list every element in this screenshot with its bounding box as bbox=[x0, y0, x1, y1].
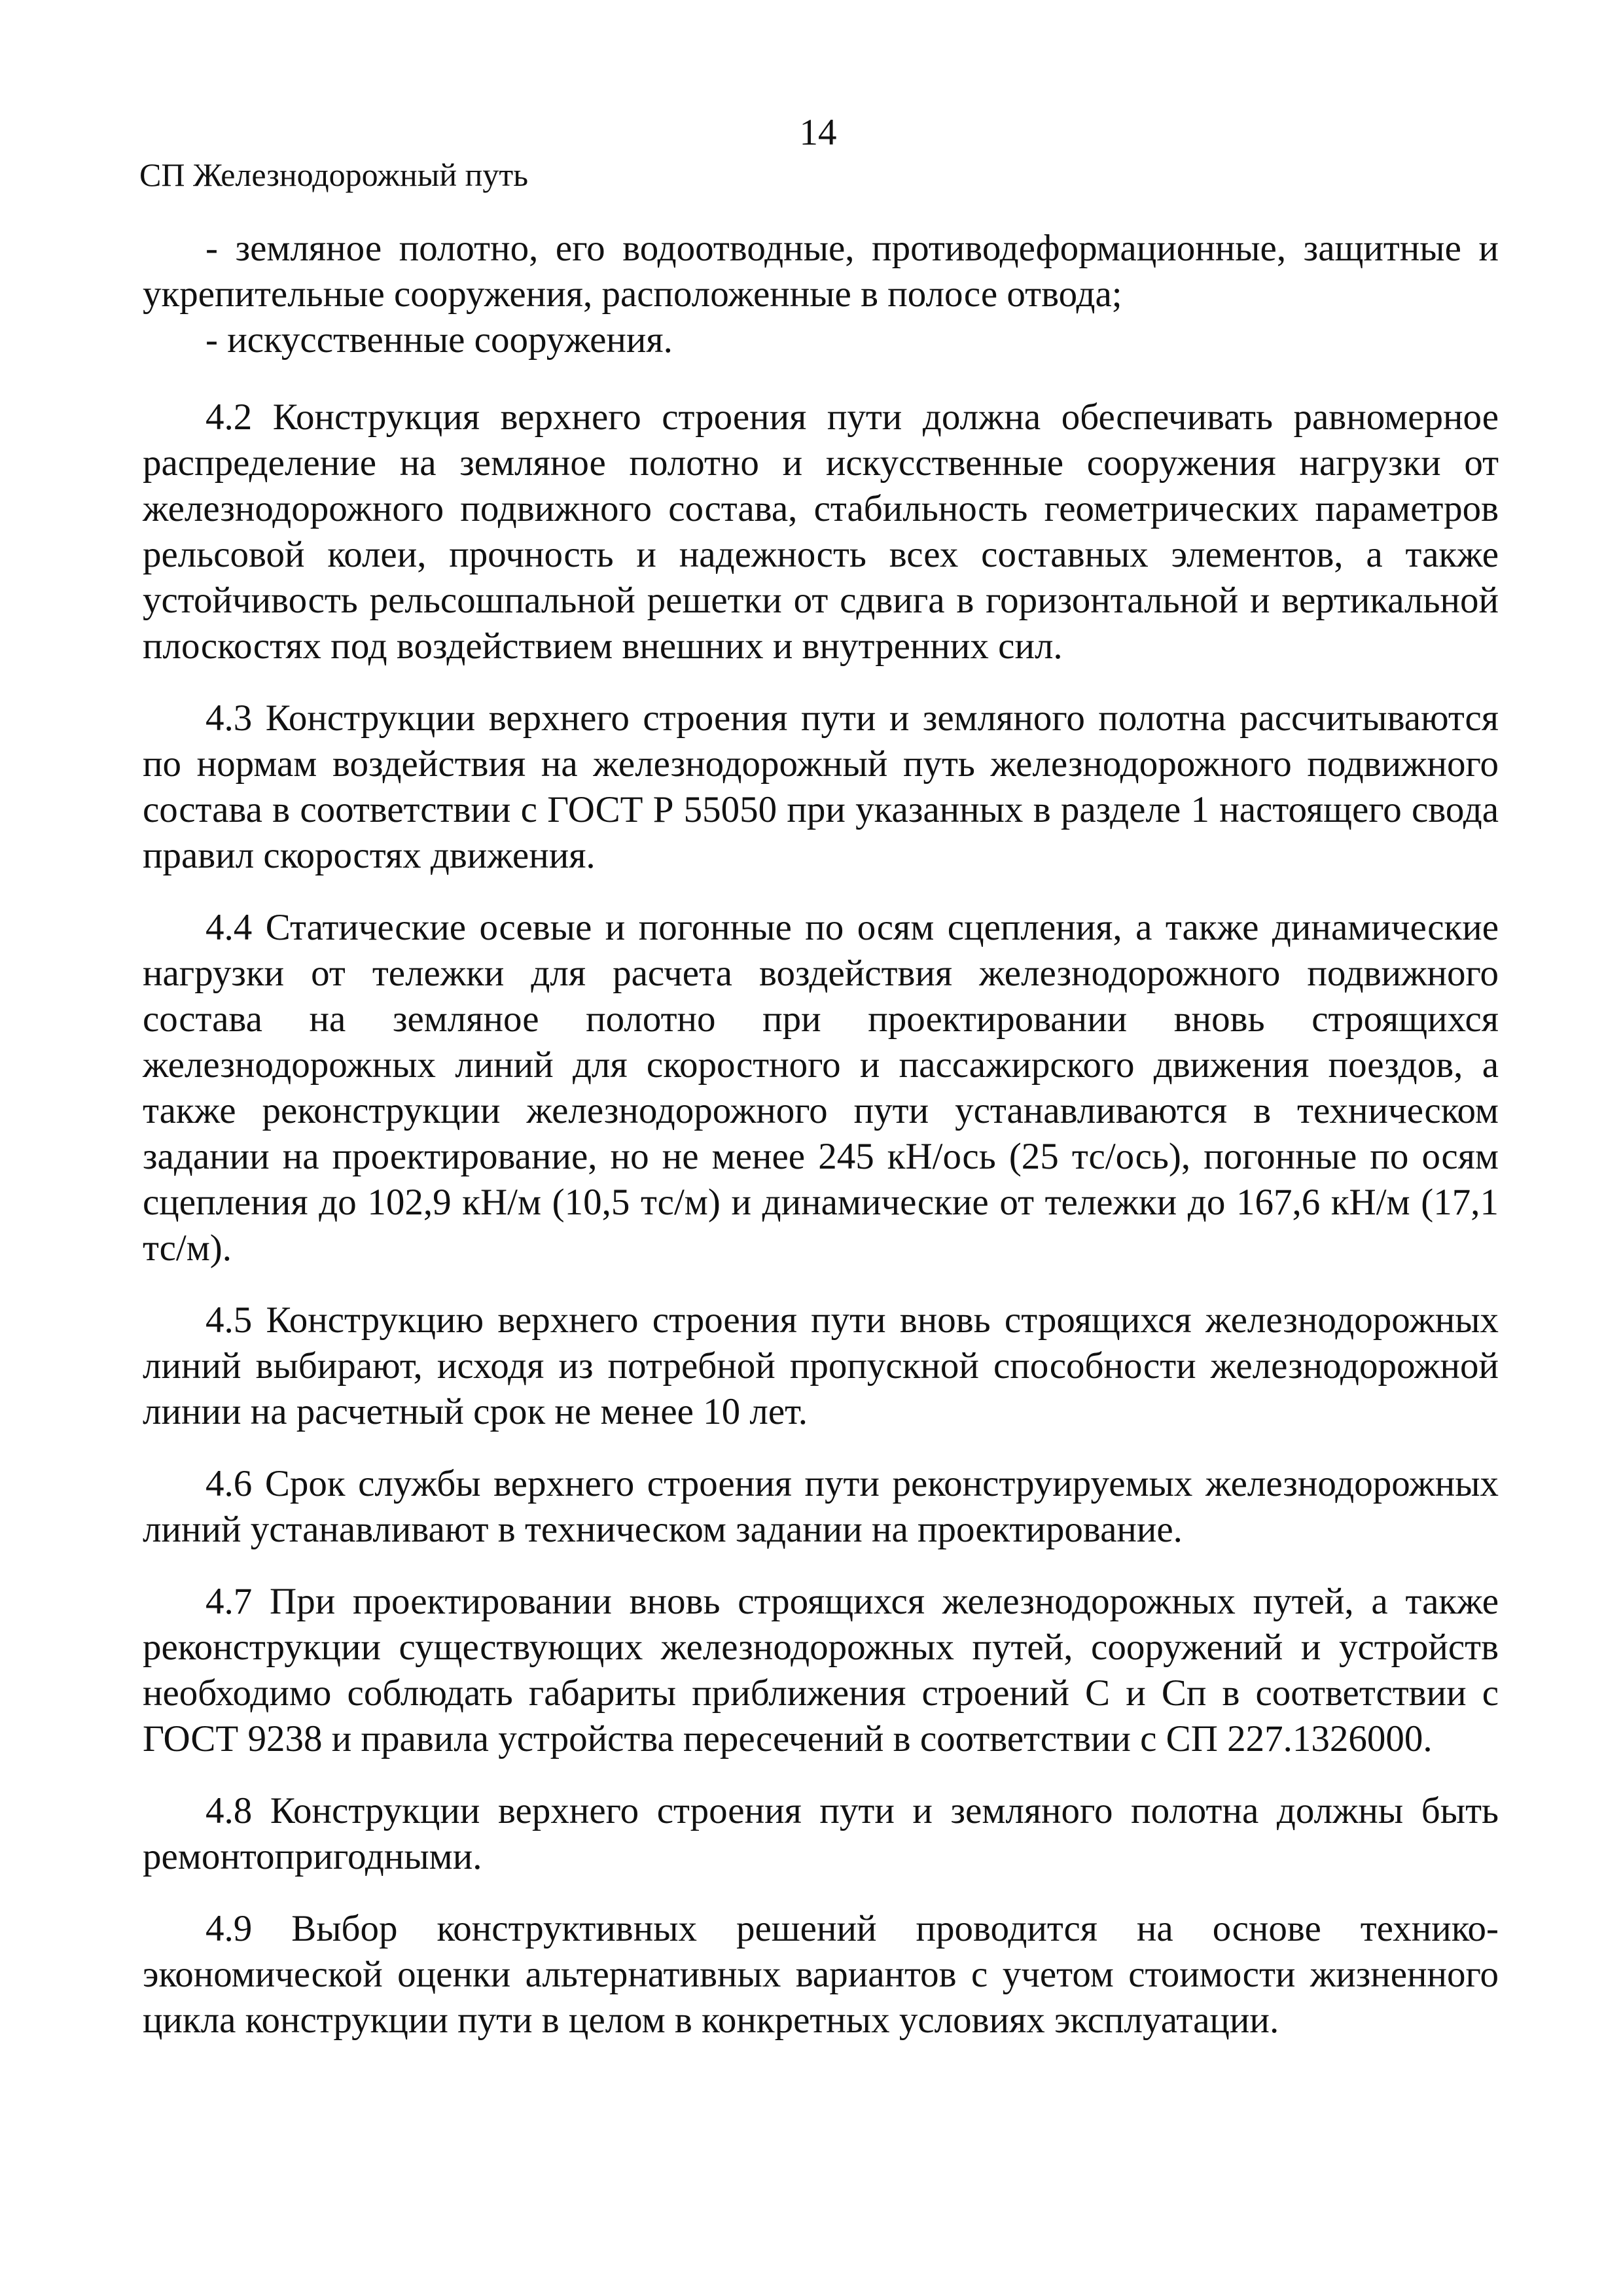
paragraph-4-4 bbox=[143, 905, 1499, 1271]
paragraph-number: 4.7 bbox=[205, 1581, 253, 1622]
paragraph-number: 4.6 bbox=[205, 1463, 253, 1504]
paragraph-text: Статические осевые и погонные по осям сцепления, а также динамические нагрузки от тележки для расчета воздействия железнодорожного подвижного состава на земляное полотно при проектировании вновь строящихся железнодорожных линий для скоростного и пассажирского движения поездов, а также реконструкции железнодорожного пути устанавливаются в техническом задании на проектирование, но не менее 245 кН/ось (25 тс/ось), погонные по осям сцепления до 102,9 кН/м (10,5 тс/м) и динамические от тележки до 167,6 кН/м (17,1 тс/м). bbox=[143, 907, 1499, 1269]
paragraph-4-6 bbox=[143, 1461, 1499, 1553]
paragraph-4-8 bbox=[143, 1788, 1499, 1880]
paragraph-number: 4.2 bbox=[205, 397, 253, 438]
paragraph-4-7 bbox=[143, 1579, 1499, 1762]
paragraph-text: Конструкции верхнего строения пути и земляного полотна должны быть ремонтопригодными. bbox=[143, 1790, 1499, 1877]
running-header: СП Железнодорожный путь bbox=[139, 156, 528, 193]
paragraph-number: 4.4 bbox=[205, 907, 253, 948]
paragraph-text: Выбор конструктивных решений проводится на основе технико-экономической оценки альтернативных вариантов с учетом стоимости жизненного цикла конструкции пути в целом в конкретных условиях эксплуатации. bbox=[143, 1908, 1499, 2041]
paragraph-4-3 bbox=[143, 696, 1499, 879]
paragraph-text: При проектировании вновь строящихся железнодорожных путей, а также реконструкции существующих железнодорожных путей, сооружений и устройств необходимо соблюдать габариты приближения строений С и Сп в соответствии с ГОСТ 9238 и правила устройства пересечений в соответствии с СП 227.1326000. bbox=[143, 1581, 1499, 1759]
list-item: - земляное полотно, его водоотводные, противодеформационные, защитные и укрепительные сооружения, расположенные в полосе отвода; bbox=[143, 228, 1499, 315]
paragraph-text: Конструкции верхнего строения пути и земляного полотна рассчитываются по нормам воздействия на железнодорожный путь железнодорожного подвижного состава в соответствии с ГОСТ Р 55050 при указанных в разделе 1 настоящего свода правил скоростях движения. bbox=[143, 698, 1499, 876]
page-number: 14 bbox=[799, 112, 837, 153]
paragraph-4-5 bbox=[143, 1298, 1499, 1435]
paragraph-text: Срок службы верхнего строения пути реконструируемых железнодорожных линий устанавливают в техническом задании на проектирование. bbox=[143, 1463, 1499, 1550]
paragraph-number: 4.5 bbox=[205, 1299, 253, 1341]
paragraph-text: Конструкцию верхнего строения пути вновь строящихся железнодорожных линий выбирают, исходя из потребной пропускной способности железнодорожной линии на расчетный срок не менее 10 лет. bbox=[143, 1299, 1499, 1432]
paragraph-number: 4.3 bbox=[205, 698, 253, 739]
list-block bbox=[143, 226, 1499, 363]
paragraph-4-2 bbox=[143, 395, 1499, 669]
paragraph-number: 4.8 bbox=[205, 1790, 253, 1831]
paragraph-text: Конструкция верхнего строения пути должна обеспечивать равномерное распределение на земляное полотно и искусственные сооружения нагрузки от железнодорожного подвижного состава, стабильность геометрических параметров рельсовой колеи, прочность и надежность всех составных элементов, а также устойчивость рельсошпальной решетки от сдвига в горизонтальной и вертикальной плоскостях под воздействием внешних и внутренних сил. bbox=[143, 397, 1499, 667]
paragraph-number: 4.9 bbox=[205, 1908, 253, 1949]
list-item: - искусственные сооружения. bbox=[205, 319, 673, 361]
paragraph-4-9 bbox=[143, 1906, 1499, 2043]
document-body bbox=[143, 226, 1499, 2043]
